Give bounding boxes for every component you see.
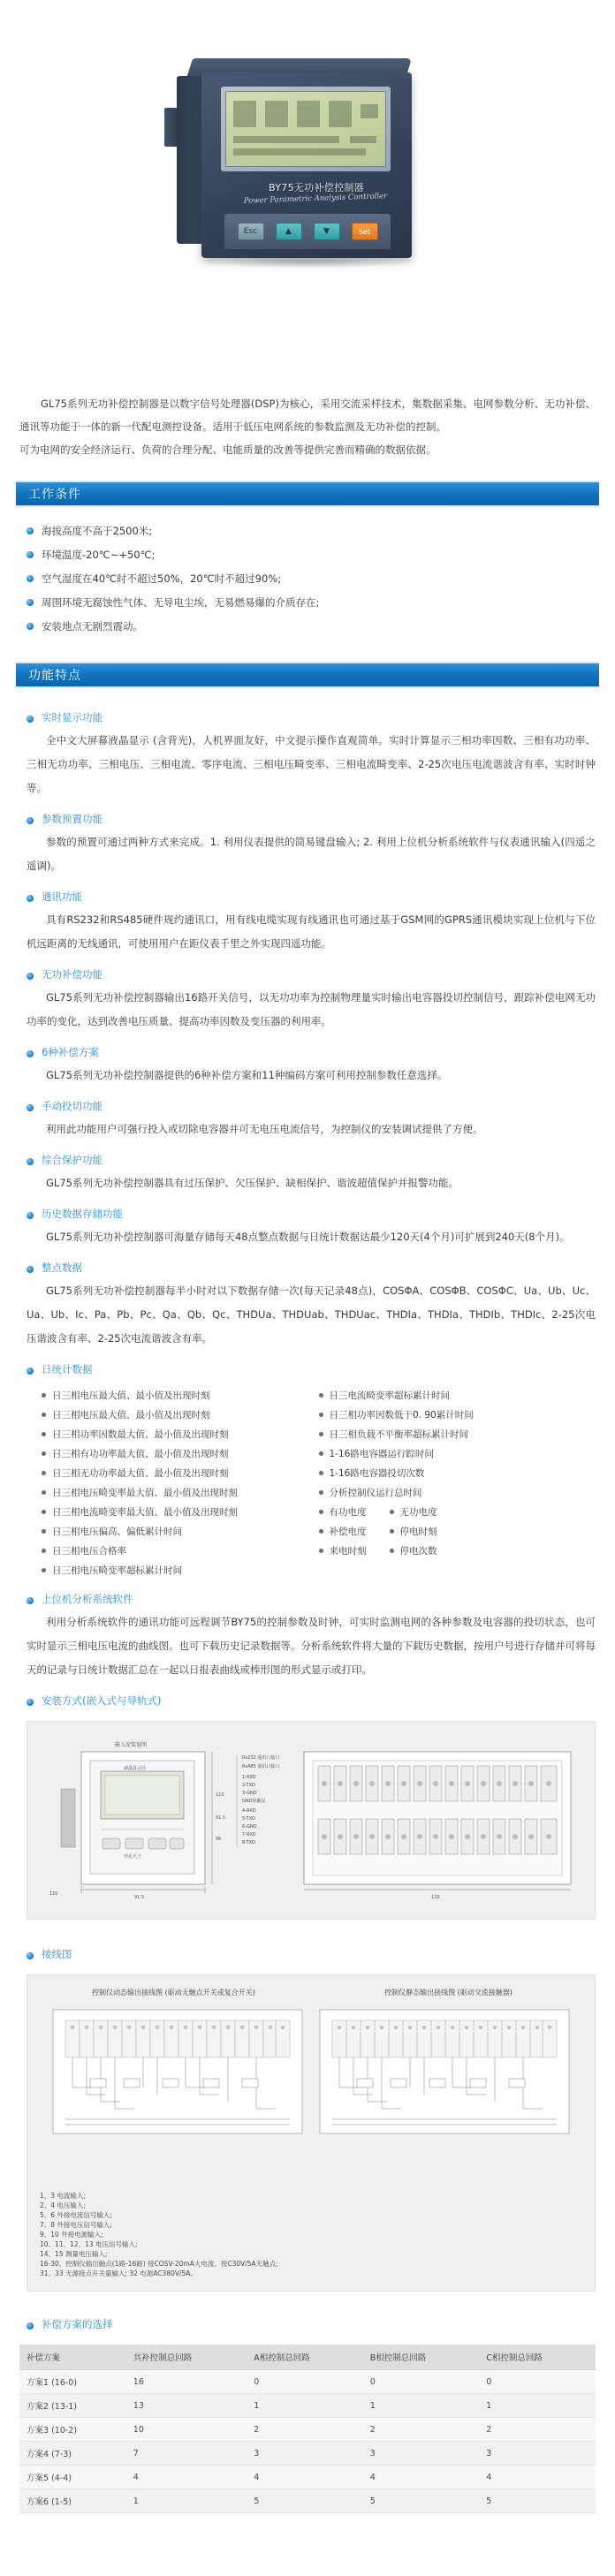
bullet-icon <box>42 1432 46 1436</box>
svg-text:6-GND: 6-GND <box>242 1824 257 1830</box>
wiring-note: 1、3 电流输入; <box>40 2192 86 2200</box>
cell-a: 1 <box>247 2394 362 2418</box>
stat-text: 停电次数 <box>399 1546 437 1557</box>
cell-c: 1 <box>479 2394 596 2418</box>
svg-text:2-TXD: 2-TXD <box>242 1783 255 1788</box>
list-item <box>42 1542 319 1561</box>
wiring-drawing-svg <box>39 2003 583 2184</box>
table-row <box>19 2466 596 2489</box>
condition-text: 环境温度-20℃~+50℃; <box>42 549 156 561</box>
stat-text: 日三相电压偏高、偏低累计时间 <box>52 1527 182 1537</box>
feature-title: 参数预置功能 <box>42 813 102 825</box>
bullet-icon <box>319 1510 323 1514</box>
compensation-scheme-table <box>19 2345 596 2513</box>
wiring-note: 5、6 外接电流信号输入; <box>40 2211 112 2219</box>
bullet-icon <box>27 599 34 606</box>
condition-text: 空气湿度在40℃时不超过50%，20℃时不超过90%; <box>42 572 282 585</box>
bullet-icon <box>27 1368 34 1375</box>
cell-a: 5 <box>247 2489 362 2513</box>
daily-stats-grid <box>27 1386 596 1580</box>
bullet-icon <box>27 623 34 630</box>
stat-text: 1-16路电容器运行踪时间 <box>329 1449 434 1459</box>
cell-scheme: 方案1 (16-0) <box>19 2370 126 2394</box>
list-item <box>42 1386 319 1405</box>
stat-text: 日三相有功功率最大值、最小值及出现时刻 <box>52 1449 229 1459</box>
table-row <box>19 2442 596 2466</box>
cell-a: 0 <box>247 2370 362 2394</box>
stat-text: 日三相电压最大值、最小值及出现时刻 <box>52 1390 210 1401</box>
cell-c: 5 <box>479 2489 596 2513</box>
bullet-icon <box>27 1158 34 1165</box>
feature-title: 整点数据 <box>42 1261 82 1274</box>
list-item <box>42 1483 319 1503</box>
section-header-features <box>16 662 599 688</box>
feature-title: 历史数据存储功能 <box>42 1208 123 1220</box>
stat-text: 日三电流畸变率超标累计时间 <box>329 1390 450 1401</box>
cell-scheme: 方案4 (7-3) <box>19 2442 126 2466</box>
feature-heading <box>27 1360 596 1379</box>
working-conditions-list <box>0 507 615 642</box>
feature-body: 利用分析系统软件的通讯功能可远程调节BY75的控制参数及时钟，可实时监测电网的各种参数及电容器的投切状态，也可实时显示三相电压电流的曲线图。也可下载历史记录数据等。分析系统软件将大量的下载历史数据，按用户号进行存储并可将每天的记录与日统计数据汇总在一起以日报表曲线或棒形图的形式显示或打印。 <box>27 1616 596 1676</box>
list-item <box>319 1483 596 1503</box>
svg-text:96: 96 <box>216 1837 222 1842</box>
feature-body: GL75系列无功补偿控制器具有过压保护、欠压保护、缺相保护、谐波超值保护并报警功能。 <box>46 1177 459 1189</box>
col-header-phase-a: A相控制总回路 <box>247 2345 362 2370</box>
list-item <box>27 567 596 591</box>
cell-common: 10 <box>126 2418 247 2442</box>
lcd-bezel <box>221 87 391 171</box>
list-item <box>319 1444 596 1464</box>
key-esc[interactable]: Esc <box>238 223 264 240</box>
feature-heading <box>27 1944 596 1964</box>
section-title-working-conditions: 工作条件 <box>28 488 81 502</box>
intro-paragraph-2: 可为电网的安全经济运行、负荷的合理分配、电能质量的改善等提供完善而精确的数据依据。 <box>19 443 437 456</box>
product-hero-image <box>0 0 615 389</box>
stat-text: 有功电度 <box>329 1507 367 1518</box>
stat-text: 日三相电压合格率 <box>52 1546 126 1557</box>
svg-text:8-TXD: 8-TXD <box>242 1840 255 1845</box>
wiring-diagram <box>36 1988 586 2278</box>
table-header-row <box>19 2345 596 2370</box>
cell-c: 4 <box>479 2466 596 2489</box>
cell-common: 4 <box>126 2466 247 2489</box>
feature-heading <box>27 809 596 829</box>
list-item <box>319 1386 596 1405</box>
bullet-icon <box>27 527 34 534</box>
feature-body: 全中文大屏幕液晶显示 (含背光)，人机界面友好，中文提示操作直观简单。实时计算显示三相功率因数、三相有功功率、三相无功功率、三相电压、三相电流、零序电流、三相电压畸变率、三相电流畸变率、2-25次电压电流谐波含有率、实时时钟等。 <box>27 734 596 794</box>
device-drop-shadow <box>196 254 417 269</box>
list-item <box>27 591 596 615</box>
feature-body: 参数的预置可通过两种方式来完成。1. 利用仪表提供的简易键盘输入; 2. 利用上位机分析系统软件与仪表通讯输入(四遥之遥调)。 <box>27 836 596 872</box>
bullet-icon <box>27 716 34 723</box>
cell-c: 2 <box>479 2418 596 2442</box>
bullet-icon <box>42 1413 46 1417</box>
col-header-common: 共补控制总回路 <box>126 2345 247 2370</box>
svg-text:91.5: 91.5 <box>134 1895 145 1900</box>
table-row <box>19 2370 596 2394</box>
section-header-working-conditions <box>16 481 599 507</box>
list-item <box>42 1464 319 1483</box>
cell-common: 16 <box>126 2370 247 2394</box>
feature-body: 具有RS232和RS485硬件规约通讯口，用有线电缆实现有线通讯也可通过基于GSM网的GPRS通讯模块实现上位机与下位机远距离的无线通讯，可使用用户在距仪表千里之外实现四遥功能。 <box>27 913 596 950</box>
device-front-face <box>201 72 412 258</box>
list-item <box>319 1425 596 1444</box>
feature-heading <box>27 887 596 906</box>
stat-text: 日三相无功功率最大值、最小值及出现时刻 <box>52 1468 229 1479</box>
svg-text:3-GND: 3-GND <box>242 1791 257 1796</box>
bullet-icon <box>319 1432 323 1436</box>
table-row <box>19 2394 596 2418</box>
bullet-icon <box>42 1510 46 1514</box>
key-up[interactable]: ▲ <box>276 223 302 240</box>
feature-title: 手动投切功能 <box>42 1100 102 1112</box>
bullet-icon <box>42 1471 46 1475</box>
lcd-screen <box>225 91 386 167</box>
feature-body: GL75系列无功补偿控制器每半小时对以下数据存储一次(每天记录48点)，COSΦA、COSΦB、COSΦC、Ua、Ub、Uc、Ua、Ub、Ic、Pa、Pb、Pc、Qa、Qb、Qc、THDUa、THDUab、THDUac、THDIa、THDIa、THDIb、THDIc、2-25次电压谐波含有率、2-25次电流谐波含有率。 <box>27 1284 596 1345</box>
cell-a: 3 <box>247 2442 362 2466</box>
scheme-section <box>0 2292 615 2334</box>
feature-heading <box>27 708 596 727</box>
list-item <box>42 1425 319 1444</box>
daily-stats-left-column <box>42 1386 319 1580</box>
stat-text: 日三相电流畸变率最大值、最小值及出现时刻 <box>52 1507 238 1518</box>
bullet-icon <box>27 1699 34 1706</box>
list-item <box>42 1405 319 1425</box>
svg-text:7-RXD: 7-RXD <box>242 1832 256 1837</box>
bullet-icon <box>319 1393 323 1398</box>
wiring-caption-right: 控制仪静态输出接线图 (驱动交流接触器) <box>384 1989 512 1996</box>
svg-text:120: 120 <box>431 1895 440 1900</box>
feature-title: 接线图 <box>42 1948 72 1960</box>
bullet-icon <box>319 1490 323 1495</box>
list-item <box>27 615 596 639</box>
list-item <box>27 543 596 567</box>
cell-c: 0 <box>479 2370 596 2394</box>
wiring-section <box>0 1920 615 1964</box>
bullet-icon <box>27 1104 34 1111</box>
bullet-icon <box>27 2322 34 2330</box>
feature-title: 补偿方案的选择 <box>42 2318 113 2330</box>
device-keypad <box>224 214 391 249</box>
feature-heading <box>27 1204 596 1224</box>
stat-text: 日三相电压畸变率最大值、最小值及出现时刻 <box>52 1488 238 1498</box>
bullet-icon <box>319 1549 323 1553</box>
wiring-diagram-box <box>27 1974 596 2292</box>
stat-text: 来电时刻 <box>329 1546 367 1557</box>
wiring-note: 9、10 外接电源输入; <box>40 2231 103 2239</box>
installation-diagram <box>36 1734 586 1906</box>
device-model-label-cn: BY75无功补偿控制器 <box>269 182 364 193</box>
scheme-table-wrap <box>19 2345 596 2513</box>
cell-common: 1 <box>126 2489 247 2513</box>
bullet-icon <box>390 1529 394 1534</box>
feature-title: 通讯功能 <box>42 890 82 903</box>
list-item <box>42 1444 319 1464</box>
wiring-notes-list <box>36 2191 586 2278</box>
feature-body: GL75系列无功补偿控制器输出16路开关信号，以无功功率为控制物理量实时输出电容器投切控制信号，跟踪补偿电网无功功率的变化，达到改善电压质量、提高功率因数及变压器的利用率。 <box>27 991 596 1027</box>
stat-text: 日三相电压畸变率超标累计时间 <box>52 1565 182 1576</box>
svg-text:110: 110 <box>216 1792 224 1798</box>
cell-b: 5 <box>363 2489 480 2513</box>
feature-title: 实时显示功能 <box>42 711 102 724</box>
intro-paragraph-1: GL75系列无功补偿控制器是以数字信号处理器(DSP)为核心，采用交流采样技术，集数据采集、电网参数分析、无功补偿、通讯等功能于一体的新一代配电测控设备。适用于低压电网系统的参数监测及无功补偿的控制。 <box>19 398 596 433</box>
svg-text:液晶显示区: 液晶显示区 <box>124 1766 147 1771</box>
section-title-features: 功能特点 <box>28 669 81 683</box>
svg-text:120: 120 <box>49 1891 58 1897</box>
list-item <box>319 1405 596 1425</box>
cell-b: 0 <box>363 2370 480 2394</box>
stat-text: 日三相功率因数最大值、最小值及出现时刻 <box>52 1429 229 1440</box>
installation-diagram-box <box>27 1721 596 1920</box>
cell-scheme: 方案2 (13-1) <box>19 2394 126 2418</box>
key-down[interactable]: ▼ <box>314 223 340 240</box>
cell-c: 3 <box>479 2442 596 2466</box>
stat-text: 停电时刻 <box>399 1527 437 1537</box>
bullet-icon <box>42 1549 46 1553</box>
bullet-icon <box>27 1212 34 1219</box>
col-header-scheme: 补偿方案 <box>19 2345 126 2370</box>
feature-title: 安装方式(嵌入式与导轨式) <box>42 1694 162 1707</box>
cell-common: 13 <box>126 2394 247 2418</box>
bullet-icon <box>27 895 34 902</box>
condition-text: 周围环境无腐蚀性气体、无导电尘埃，无易燃易爆的介质存在; <box>42 596 320 609</box>
bullet-icon <box>27 1266 34 1273</box>
bullet-icon <box>27 1597 34 1604</box>
feature-heading <box>27 1589 596 1609</box>
bullet-icon <box>319 1413 323 1417</box>
wiring-note: 2、4 电压输入; <box>40 2201 86 2209</box>
feature-heading <box>27 1042 596 1062</box>
stat-text: 日三相功率因数低于0. 90累计时间 <box>329 1410 474 1421</box>
bullet-icon <box>27 551 34 558</box>
bullet-icon <box>319 1451 323 1456</box>
product-intro <box>0 389 615 461</box>
feature-heading <box>27 965 596 984</box>
key-set[interactable]: Set <box>352 223 378 240</box>
feature-title: 上位机分析系统软件 <box>42 1593 133 1605</box>
condition-text: 安装地点无剧烈震动。 <box>42 620 143 633</box>
cell-b: 3 <box>363 2442 480 2466</box>
stat-text: 补偿电度 <box>329 1527 367 1537</box>
feature-heading <box>27 2315 596 2334</box>
svg-text:Rs232 通讯口接口: Rs232 通讯口接口 <box>242 1755 280 1761</box>
bullet-icon <box>27 817 34 824</box>
wiring-note: 10、11、12、13 电压信号输入; <box>40 2240 138 2248</box>
list-item <box>42 1561 319 1580</box>
stat-text: 无功电度 <box>399 1507 437 1518</box>
condition-text: 海拔高度不高于2500米; <box>42 525 153 537</box>
bullet-icon <box>319 1471 323 1475</box>
feature-heading <box>27 1258 596 1277</box>
bullet-icon <box>319 1529 323 1534</box>
bullet-icon <box>390 1549 394 1553</box>
wiring-note: 16-30、控制仪输出触点(1路-16路) 接COSV-20mA大电流、接C30V/5A无触点; <box>40 2260 278 2268</box>
feature-title: 6种补偿方案 <box>42 1046 99 1058</box>
table-row <box>19 2489 596 2513</box>
cell-b: 2 <box>363 2418 480 2442</box>
daily-stats-title: 日统计数据 <box>42 1363 93 1375</box>
svg-text:1-RXD: 1-RXD <box>242 1775 256 1780</box>
controller-device-illustration <box>157 23 449 376</box>
svg-text:开孔尺寸: 开孔尺寸 <box>124 1854 142 1860</box>
feature-heading <box>27 1096 596 1116</box>
cell-common: 7 <box>126 2442 247 2466</box>
installation-drawing-svg <box>39 1734 583 1906</box>
list-item <box>42 1503 319 1522</box>
stat-text: 日三相电压最大值、最小值及出现时刻 <box>52 1410 210 1421</box>
cell-scheme: 方案5 (4-4) <box>19 2466 126 2489</box>
list-item-pair <box>319 1503 596 1522</box>
list-item <box>27 519 596 543</box>
feature-body: 利用此功能用户可强行投入或切除电容器并可无电压电流信号，为控制仪的安装调试提供了方便。 <box>46 1123 483 1135</box>
cell-b: 1 <box>363 2394 480 2418</box>
list-item-pair <box>319 1522 596 1542</box>
bullet-icon <box>27 1050 34 1057</box>
list-item-pair <box>319 1542 596 1561</box>
svg-text:Rs485 通讯口接口: Rs485 通讯口接口 <box>242 1764 280 1769</box>
wiring-note: 14、15 测量电压输入; <box>40 2250 108 2258</box>
stat-text: 1-16路电容器投切次数 <box>329 1468 425 1479</box>
wiring-note: 7、8 外接电压信号输入; <box>40 2221 112 2229</box>
feature-body: GL75系列无功补偿控制器可海量存储每天48点整点数据与日统计数据达最少120天(4个月)可扩展到240天(8个月)。 <box>46 1231 570 1243</box>
feature-body: GL75系列无功补偿控制器提供的6种补偿方案和11种编码方案可利用控制参数任意选择。 <box>46 1069 448 1081</box>
feature-heading <box>27 1691 596 1710</box>
panel-title-text: 嵌入安装说明 <box>115 1742 148 1748</box>
feature-title: 综合保护功能 <box>42 1154 102 1166</box>
feature-heading <box>27 1150 596 1170</box>
bullet-icon <box>42 1529 46 1534</box>
device-model-label-en: Power Parametric Analysis Controller <box>243 192 388 206</box>
svg-text:5-TXD: 5-TXD <box>242 1816 255 1822</box>
svg-text:4-RXD: 4-RXD <box>242 1808 256 1814</box>
col-header-phase-b: B相控制总回路 <box>363 2345 480 2370</box>
col-header-phase-c: C相控制总回路 <box>479 2345 596 2370</box>
table-row <box>19 2418 596 2442</box>
bullet-icon <box>390 1510 394 1514</box>
cell-a: 2 <box>247 2418 362 2442</box>
wiring-caption-left: 控制仪动态输出接线图 (驱动无触点开关或复合开关) <box>92 1989 255 1996</box>
bullet-icon <box>27 1952 34 1959</box>
list-item <box>42 1522 319 1542</box>
stat-text: 分析控制仪运行总时间 <box>329 1488 422 1498</box>
cell-b: 4 <box>363 2466 480 2489</box>
list-item <box>319 1464 596 1483</box>
cell-scheme: 方案3 (10-2) <box>19 2418 126 2442</box>
bullet-icon <box>42 1490 46 1495</box>
svg-text:91.5: 91.5 <box>216 1815 226 1821</box>
wiring-note: 31、33 无源接点开关量输入; 32 电源AC380V/5A。 <box>40 2269 197 2277</box>
stat-text: 日三相负载不平衡率超标累计时间 <box>329 1429 468 1440</box>
bullet-icon <box>27 973 34 980</box>
feature-title: 无功补偿功能 <box>42 968 102 981</box>
bullet-icon <box>27 575 34 582</box>
features-list <box>0 688 615 1710</box>
bullet-icon <box>42 1393 46 1398</box>
svg-text:GND屏蔽层: GND屏蔽层 <box>242 1799 266 1804</box>
bullet-icon <box>42 1568 46 1572</box>
cell-a: 4 <box>247 2466 362 2489</box>
cell-scheme: 方案6 (1-5) <box>19 2489 126 2513</box>
daily-stats-right-column <box>319 1386 596 1580</box>
bullet-icon <box>42 1451 46 1456</box>
